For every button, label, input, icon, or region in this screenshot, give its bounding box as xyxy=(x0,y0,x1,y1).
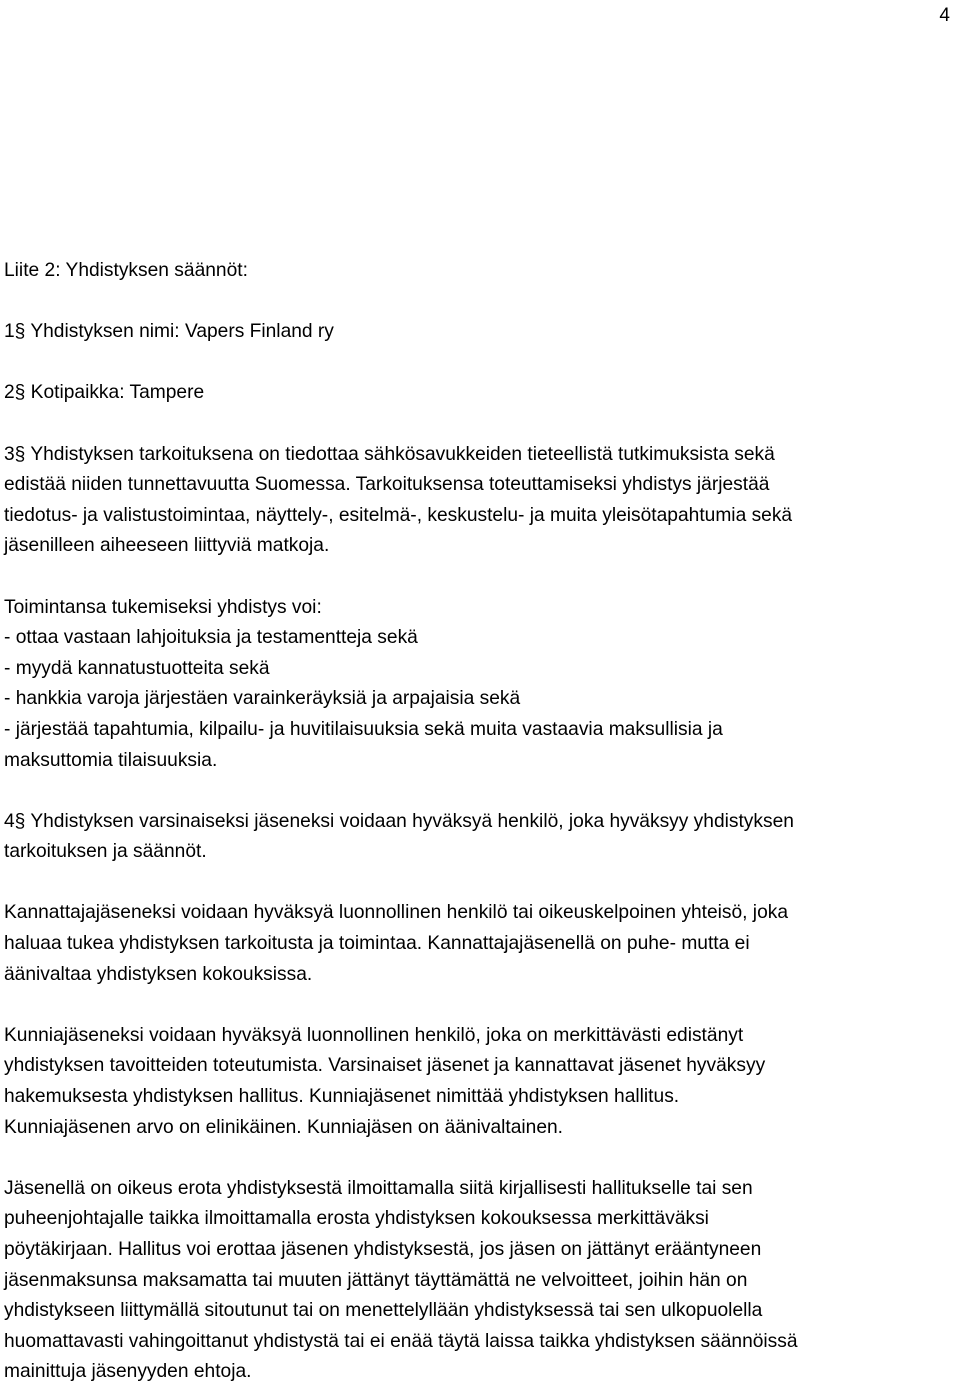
section-mark: § xyxy=(14,443,26,465)
section-3 xyxy=(4,440,954,562)
paragraph-line xyxy=(4,440,954,471)
supporting-member-paragraph xyxy=(4,898,954,990)
appendix-heading xyxy=(4,256,954,287)
honorary-member-paragraph xyxy=(4,1021,954,1143)
paragraph-line: hakemuksesta yhdistyksen hallitus. Kunniajäsenet nimittää yhdistyksen hallitus. xyxy=(4,1086,680,1108)
paragraph-line: edistää niiden tunnettavuutta Suomessa. Tarkoituksensa toteuttamiseksi yhdistys järjestää xyxy=(4,474,770,496)
section-text: Yhdistyksen varsinaiseksi jäseneksi voidaan hyväksyä henkilö, joka hyväksyy yhdistyksen xyxy=(25,810,794,832)
document-body xyxy=(4,256,954,1388)
paragraph-line: Kunniajäsenen arvo on elinikäinen. Kunniajäsen on äänivaltainen. xyxy=(4,1116,563,1138)
support-intro: Toimintansa tukemiseksi yhdistys voi: xyxy=(4,596,322,618)
section-4 xyxy=(4,807,954,868)
section-number: 2 xyxy=(4,382,15,404)
paragraph-line xyxy=(4,807,954,838)
section-text: Kotipaikka: Tampere xyxy=(25,382,205,404)
section-mark: § xyxy=(14,810,26,832)
section-mark: § xyxy=(14,321,26,343)
paragraph-line: Jäsenellä on oikeus erota yhdistyksestä ilmoittamalla siitä kirjallisesti hallitukselle tai sen xyxy=(4,1177,753,1199)
paragraph-line: puheenjohtajalle taikka ilmoittamalla erosta yhdistyksen kokouksessa merkittäväksi xyxy=(4,1208,709,1230)
section-mark: § xyxy=(14,382,26,404)
page-number: 4 xyxy=(939,5,950,26)
paragraph-line: äänivaltaa yhdistyksen kokouksissa. xyxy=(4,963,313,985)
paragraph-line: yhdistykseen liittymällä sitoutunut tai on menettelyllään yhdistyksessä tai sen ulkopuolella xyxy=(4,1300,763,1322)
paragraph-line: jäsenilleen aiheeseen liittyviä matkoja. xyxy=(4,535,330,557)
section-number: 1 xyxy=(4,321,15,343)
section-2 xyxy=(4,378,954,409)
section-text: Yhdistyksen tarkoituksena on tiedottaa sähkösavukkeiden tieteellistä tutkimuksista sekä xyxy=(25,443,775,465)
paragraph-line: yhdistyksen tavoitteiden toteutumista. Varsinaiset jäsenet ja kannattavat jäsenet hyväksyy xyxy=(4,1055,766,1077)
paragraph-line: mainittuja jäsenyyden ehtoja. xyxy=(4,1361,252,1383)
support-list-item: - ottaa vastaan lahjoituksia ja testamentteja sekä xyxy=(4,627,418,649)
appendix-heading-text: Liite 2: Yhdistyksen säännöt: xyxy=(4,260,248,281)
paragraph-line: Kannattajajäseneksi voidaan hyväksyä luonnollinen henkilö tai oikeuskelpoinen yhteisö, joka xyxy=(4,902,789,924)
section-1 xyxy=(4,317,954,348)
paragraph-line: tarkoituksen ja säännöt. xyxy=(4,841,207,863)
support-activities xyxy=(4,593,954,777)
paragraph-line: Kunniajäseneksi voidaan hyväksyä luonnollinen henkilö, joka on merkittävästi edistänyt xyxy=(4,1024,744,1046)
paragraph-line: huomattavasti vahingoittanut yhdistystä tai ei enää täytä laissa taikka yhdistyksen säännöissä xyxy=(4,1330,798,1352)
paragraph-line: tiedotus- ja valistustoimintaa, näyttely-, esitelmä-, keskustelu- ja muita yleisötapahtumia sekä xyxy=(4,504,793,526)
section-text: Yhdistyksen nimi: Vapers Finland ry xyxy=(25,321,334,343)
support-list-item-continued: maksuttomia tilaisuuksia. xyxy=(4,749,218,771)
paragraph-line: jäsenmaksunsa maksamatta tai muuten jättänyt täyttämättä ne velvoitteet, joihin hän on xyxy=(4,1269,748,1291)
support-list-item: - hankkia varoja järjestäen varainkeräyksiä ja arpajaisia sekä xyxy=(4,688,521,710)
paragraph-line: pöytäkirjaan. Hallitus voi erottaa jäsenen yhdistyksestä, jos jäsen on jättänyt erääntyneen xyxy=(4,1239,762,1260)
support-list-item: - myydä kannatustuotteita sekä xyxy=(4,657,270,679)
section-number: 3 xyxy=(4,443,15,465)
paragraph-line: haluaa tukea yhdistyksen tarkoitusta ja toimintaa. Kannattajajäsenellä on puhe- mutta ei xyxy=(4,933,750,955)
section-number: 4 xyxy=(4,810,15,832)
support-list-item: - järjestää tapahtumia, kilpailu- ja huvitilaisuuksia sekä muita vastaavia maksullisia ja xyxy=(4,718,723,740)
resignation-paragraph xyxy=(4,1174,954,1388)
